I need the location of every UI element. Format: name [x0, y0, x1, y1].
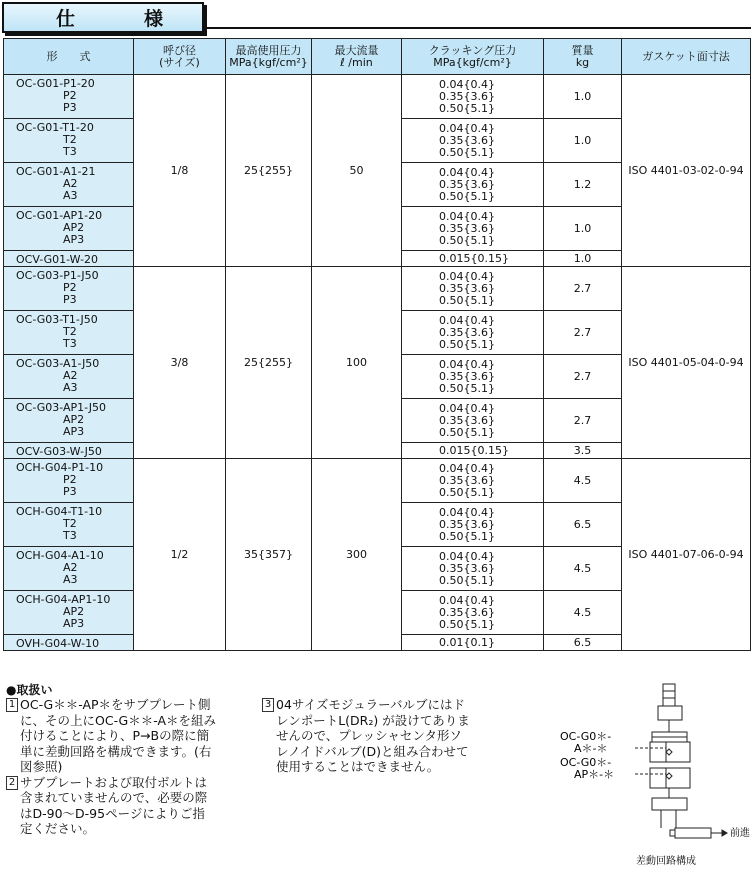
model-name: OC-G01-AP1-20: [16, 209, 103, 222]
cracking-cell: [402, 311, 544, 355]
weight-cell: 2.7: [544, 267, 622, 311]
cracking-value: 0.015{0.15}: [439, 443, 509, 457]
header-row: [4, 39, 751, 75]
cracking-value: 0.35{3.6}: [439, 325, 495, 339]
model-name: OC-G03-A1-J50: [16, 357, 100, 370]
model-cell: [4, 207, 134, 251]
cracking-value: 0.04{0.4}: [439, 165, 495, 179]
note-line: レノイドバルブ(D)と組み合わせて: [276, 743, 469, 759]
model-name: OCH-G04-AP1-10: [16, 593, 111, 606]
size-cell: 1/2: [134, 459, 226, 651]
model-cell: [4, 459, 134, 503]
pressure-cell: 35{357}: [226, 459, 312, 651]
cracking-cell: [402, 267, 544, 311]
handling-heading: ●取扱い: [6, 683, 53, 697]
title-underline: [205, 27, 751, 29]
cracking-value: 0.04{0.4}: [439, 461, 495, 475]
diagram-caption: 差動回路構成: [636, 856, 696, 867]
model-cell: [4, 399, 134, 443]
model-name: T3: [63, 145, 77, 158]
note-line: 04サイズモジュラーバルブにはド: [276, 697, 466, 712]
weight-cell: 2.7: [544, 355, 622, 399]
cracking-value: 0.35{3.6}: [439, 133, 495, 147]
model-name: AP2: [63, 221, 85, 234]
cracking-cell: [402, 635, 544, 651]
model-name: A2: [63, 177, 78, 190]
model-cell: [4, 547, 134, 591]
pressure-cell: 25{255}: [226, 267, 312, 459]
cracking-value: 0.35{3.6}: [439, 413, 495, 427]
model-name: P2: [63, 473, 77, 486]
diagram-label-ap: OC-G0＊-: [560, 756, 612, 769]
cracking-value: 0.50{5.1}: [439, 529, 495, 543]
handling-note: [262, 697, 512, 775]
table-row: [4, 75, 751, 119]
model-name: P2: [63, 281, 77, 294]
cracking-value: 0.01{0.1}: [439, 635, 495, 649]
handling-note: [6, 775, 256, 837]
handling-notes-right: [262, 697, 512, 775]
model-name: P3: [63, 485, 77, 498]
model-name: P2: [63, 89, 77, 102]
gasket-cell: ISO 4401-03-02-0-94: [622, 75, 751, 267]
note-line: 付けることにより、P→Bの際に簡: [20, 728, 210, 743]
model-name: P3: [63, 293, 77, 306]
flow-cell: 100: [312, 267, 402, 459]
cracking-value: 0.04{0.4}: [439, 505, 495, 519]
note-line: 図参照): [20, 759, 63, 774]
model-name: A3: [63, 381, 78, 394]
model-cell: [4, 267, 134, 311]
weight-cell: 1.0: [544, 207, 622, 251]
note-line: せんので、プレッシャセンタ形ソ: [276, 728, 462, 743]
note-number-box: 2: [6, 776, 18, 790]
model-cell: [4, 251, 134, 267]
cracking-value: 0.015{0.15}: [439, 251, 509, 265]
model-name: OVH-G04-W-10: [16, 637, 100, 650]
cracking-value: 0.04{0.4}: [439, 77, 495, 91]
header-size: 呼び径 (サイズ): [134, 39, 226, 75]
model-cell: [4, 355, 134, 399]
cracking-value: 0.35{3.6}: [439, 517, 495, 531]
model-name: T2: [63, 133, 77, 146]
pressure-cell: 25{255}: [226, 75, 312, 267]
model-name: OCV-G03-W-J50: [16, 445, 102, 458]
model-name: A3: [63, 573, 78, 586]
weight-cell: 1.0: [544, 251, 622, 267]
cracking-value: 0.50{5.1}: [439, 485, 495, 499]
weight-cell: 2.7: [544, 311, 622, 355]
note-line: サブプレートおよび取付ボルトは: [20, 774, 208, 790]
note-line: 使用することはできません。: [276, 759, 440, 774]
header-flow: 最大流量 ℓ /min: [312, 39, 402, 75]
model-name: A3: [63, 189, 78, 202]
cracking-value: 0.04{0.4}: [439, 401, 495, 415]
model-name: P3: [63, 101, 77, 114]
model-name: T3: [63, 529, 77, 542]
cracking-value: 0.04{0.4}: [439, 357, 495, 371]
note-line: OC-G＊＊-AP＊をサブプレート側: [20, 697, 211, 712]
model-name: OC-G01-A1-21: [16, 165, 96, 178]
model-name: T2: [63, 517, 77, 530]
cracking-value: 0.35{3.6}: [439, 89, 495, 103]
cracking-cell: [402, 503, 544, 547]
cracking-cell: [402, 399, 544, 443]
differential-circuit-diagram: [560, 680, 750, 868]
model-name: OC-G03-T1-J50: [16, 313, 98, 326]
model-name: OC-G01-P1-20: [16, 77, 95, 90]
model-name: A2: [63, 561, 78, 574]
model-name: T2: [63, 325, 77, 338]
flow-cell: 300: [312, 459, 402, 651]
weight-cell: 6.5: [544, 503, 622, 547]
header-gasket: ガスケット面寸法: [622, 39, 751, 75]
model-cell: [4, 591, 134, 635]
weight-cell: 1.0: [544, 75, 622, 119]
weight-cell: 4.5: [544, 591, 622, 635]
cracking-value: 0.50{5.1}: [439, 617, 495, 631]
weight-cell: 4.5: [544, 459, 622, 503]
weight-cell: 6.5: [544, 635, 622, 651]
weight-cell: 3.5: [544, 443, 622, 459]
model-name: AP2: [63, 413, 85, 426]
model-name: OCH-G04-P1-10: [16, 461, 104, 474]
model-name: OC-G03-P1-J50: [16, 269, 99, 282]
model-name: AP2: [63, 605, 85, 618]
cracking-value: 0.04{0.4}: [439, 209, 495, 223]
table-row: [4, 459, 751, 503]
model-name: OC-G03-AP1-J50: [16, 401, 106, 414]
weight-cell: 4.5: [544, 547, 622, 591]
section-title-box: [2, 2, 204, 33]
header-weight: 質量 kg: [544, 39, 622, 75]
note-line: はD-90〜D-95ページによりご指: [20, 805, 205, 821]
handling-notes-left: [6, 697, 256, 837]
cracking-cell: [402, 591, 544, 635]
model-name: AP3: [63, 233, 85, 246]
cracking-value: 0.50{5.1}: [439, 189, 495, 203]
note-number-box: 1: [6, 698, 18, 712]
cracking-value: 0.35{3.6}: [439, 369, 495, 383]
model-name: OCH-G04-T1-10: [16, 505, 103, 518]
cracking-value: 0.35{3.6}: [439, 473, 495, 487]
cracking-value: 0.35{3.6}: [439, 177, 495, 191]
weight-cell: 1.0: [544, 119, 622, 163]
model-name: AP3: [63, 425, 85, 438]
model-cell: [4, 635, 134, 651]
model-name: AP3: [63, 617, 85, 630]
spec-table: [3, 38, 751, 651]
gasket-cell: ISO 4401-07-06-0-94: [622, 459, 751, 651]
header-cracking: クラッキング圧力 MPa{kgf/cm²}: [402, 39, 544, 75]
diagram-label-a2: A＊-＊: [574, 742, 608, 755]
model-cell: [4, 75, 134, 119]
cracking-value: 0.04{0.4}: [439, 593, 495, 607]
gasket-cell: ISO 4401-05-04-0-94: [622, 267, 751, 459]
cracking-value: 0.50{5.1}: [439, 101, 495, 115]
forward-label: 前進: [730, 828, 750, 839]
diagram-label-a: OC-G0＊-: [560, 730, 612, 743]
model-cell: [4, 443, 134, 459]
note-line: 定ください。: [20, 821, 96, 836]
table-row: [4, 267, 751, 311]
cracking-value: 0.50{5.1}: [439, 145, 495, 159]
model-name: OCH-G04-A1-10: [16, 549, 104, 562]
cracking-value: 0.35{3.6}: [439, 281, 495, 295]
cracking-value: 0.50{5.1}: [439, 381, 495, 395]
model-cell: [4, 163, 134, 207]
note-line: に、その上にOC-G＊＊-A＊を組み: [20, 712, 217, 728]
cracking-value: 0.35{3.6}: [439, 605, 495, 619]
model-name: A2: [63, 369, 78, 382]
weight-cell: 1.2: [544, 163, 622, 207]
handling-note: [6, 697, 256, 775]
model-name: OC-G01-T1-20: [16, 121, 94, 134]
size-cell: 3/8: [134, 267, 226, 459]
note-number-box: 3: [262, 698, 274, 712]
cracking-cell: [402, 355, 544, 399]
model-name: T3: [63, 337, 77, 350]
diagram-label-ap2: AP＊-＊: [574, 768, 615, 781]
note-line: 単に差動回路を構成できます。(右: [20, 743, 212, 759]
cracking-value: 0.50{5.1}: [439, 573, 495, 587]
size-cell: 1/8: [134, 75, 226, 267]
cracking-value: 0.35{3.6}: [439, 221, 495, 235]
cracking-cell: [402, 251, 544, 267]
note-line: レンポートL(DR₂) が設けてありま: [276, 712, 470, 728]
model-cell: [4, 503, 134, 547]
cracking-value: 0.35{3.6}: [439, 561, 495, 575]
cracking-cell: [402, 75, 544, 119]
cracking-value: 0.04{0.4}: [439, 313, 495, 327]
cracking-value: 0.04{0.4}: [439, 549, 495, 563]
model-name: OCV-G01-W-20: [16, 253, 99, 266]
cracking-cell: [402, 119, 544, 163]
model-cell: [4, 311, 134, 355]
cracking-value: 0.50{5.1}: [439, 425, 495, 439]
weight-cell: 2.7: [544, 399, 622, 443]
note-line: 含まれていませんので、必要の際: [20, 790, 208, 805]
cracking-value: 0.50{5.1}: [439, 233, 495, 247]
cracking-cell: [402, 459, 544, 503]
cracking-cell: [402, 547, 544, 591]
cracking-value: 0.50{5.1}: [439, 293, 495, 307]
flow-cell: 50: [312, 75, 402, 267]
section-title: 仕 様: [56, 8, 189, 30]
cracking-cell: [402, 207, 544, 251]
header-pressure: 最高使用圧力 MPa{kgf/cm²}: [226, 39, 312, 75]
header-model: 形 式: [4, 39, 134, 75]
model-cell: [4, 119, 134, 163]
cracking-cell: [402, 163, 544, 207]
cracking-value: 0.50{5.1}: [439, 337, 495, 351]
cracking-value: 0.04{0.4}: [439, 121, 495, 135]
cracking-value: 0.04{0.4}: [439, 269, 495, 283]
cracking-cell: [402, 443, 544, 459]
